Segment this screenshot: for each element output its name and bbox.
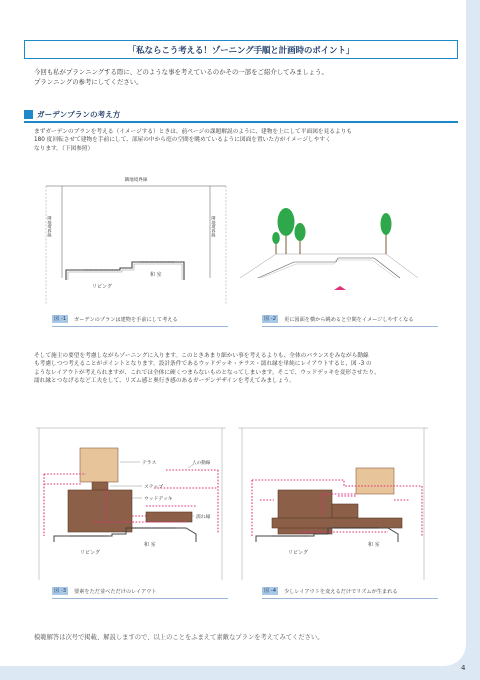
tree-4-icon bbox=[381, 213, 392, 235]
fig3-room-washitsu: 和 室 bbox=[144, 542, 156, 548]
caption-tag: 図 -1 bbox=[53, 316, 66, 322]
fig4-room-washitsu: 和 室 bbox=[368, 542, 380, 548]
caption-tag: 図 -3 bbox=[53, 588, 66, 594]
fig1-room-living: リビング bbox=[92, 284, 112, 290]
paragraph-line: 濡れ縁とつなげるなど工夫をして、リズム感と奥行き感のあるガーデンデザインを考えてみましょう。 bbox=[34, 378, 295, 385]
caption-fig1 bbox=[52, 314, 178, 324]
tree-3-icon bbox=[295, 223, 306, 241]
fig3-terrace-label: テラス bbox=[142, 461, 157, 466]
fig1-top-label: 隣地境界線 bbox=[124, 178, 148, 183]
caption-text: 更に図面を横から眺めると空間をイメージしやすくなる bbox=[284, 316, 414, 323]
figure-2 bbox=[236, 196, 422, 300]
paragraph-line: ようなレイアウトが考えられますが、これでは全体に硬くつまらないものとなってしまいます。そこで、ウッドデッキを変形させたり、 bbox=[34, 369, 380, 376]
intro-line: プランニングの参考にしてください。 bbox=[34, 77, 143, 86]
tree-1-icon bbox=[272, 232, 280, 244]
caption-tag: 図 -2 bbox=[263, 316, 276, 322]
figure-4 bbox=[238, 424, 428, 582]
figure-4-drawing bbox=[238, 424, 428, 582]
section-rule bbox=[24, 121, 458, 123]
veranda-block bbox=[272, 518, 402, 528]
section-marker-icon bbox=[24, 110, 33, 119]
caption-text: 少しレイアウトを変えるだけでリズムが生まれる bbox=[284, 588, 398, 595]
caption-rule bbox=[52, 598, 228, 599]
tree-2-icon bbox=[278, 208, 295, 236]
figure-1 bbox=[44, 176, 228, 306]
wood-deck-block bbox=[68, 490, 132, 532]
caption-rule bbox=[52, 326, 228, 327]
perspective-building-inner bbox=[261, 260, 396, 278]
fig4-room-living: リビング bbox=[288, 550, 308, 556]
veranda-block bbox=[146, 512, 192, 522]
footer-note: 模範解答は次号で掲載、解説しますので、以上のことをふまえて素敵なプランを考えてみてください。 bbox=[34, 634, 324, 641]
figure-1-drawing bbox=[44, 176, 228, 306]
paragraph-line: も考慮しつつ考えることがポイントとなります。設計条件であるウッドデッキ・テラス・濡れ縁を単純にレイアウトすると、図 -3 の bbox=[34, 361, 372, 368]
fig3-people-flow-label: 人の動線 bbox=[192, 461, 211, 466]
building-outline-inner bbox=[68, 264, 182, 280]
page-title: 「私ならこう考える！ゾーニング手順と計画時のポイント」 bbox=[24, 40, 458, 59]
paragraph-1 bbox=[34, 128, 454, 153]
caption-fig4 bbox=[262, 586, 398, 596]
page-number: 4 bbox=[461, 664, 466, 672]
intro-line: 今回も私がプランニングする際に、どのような事を考えているのかその一部をご紹介してみましょう。 bbox=[34, 68, 328, 76]
building-outline bbox=[66, 262, 184, 280]
paragraph-2 bbox=[34, 352, 454, 386]
fig1-right-label: 隣地境界線 bbox=[211, 216, 217, 237]
paragraph-line: そして施主の要望を考慮しながらゾーニングに入ります。このときあまり細かい事を考えるよりも、全体のバランスをみながら動線 bbox=[34, 353, 369, 359]
fig3-step-label: ステップ bbox=[144, 485, 164, 490]
paragraph-line: まずガーデンのプランを考える（イメージする）ときは、前ページの課題解説のように、建物を上にして平面図を見るよりも bbox=[34, 129, 353, 135]
fig3-veranda-label: 濡れ縁 bbox=[196, 515, 211, 520]
perspective-building bbox=[258, 258, 400, 278]
caption-text: ガーデンのプランは建物を手前にして考える bbox=[74, 316, 178, 323]
section-heading-text: ガーデンプランの考え方 bbox=[37, 110, 121, 119]
fig1-left-label: 隣地境界線 bbox=[47, 216, 53, 237]
caption-tag: 図 -4 bbox=[263, 588, 276, 594]
step-block bbox=[332, 504, 358, 518]
fig1-room-washitsu: 和 室 bbox=[150, 272, 162, 278]
paragraph-line: 180 度回転させて建物を手前にして、部屋の中から庭の空間を眺めているように図面を置いた方がイメージしやすく bbox=[34, 137, 331, 144]
caption-fig2 bbox=[262, 314, 414, 324]
terrace-block bbox=[356, 468, 394, 494]
figure-3 bbox=[36, 424, 226, 582]
caption-rule bbox=[262, 326, 438, 327]
terrace-block bbox=[80, 448, 118, 482]
section-heading bbox=[24, 108, 458, 122]
viewpoint-marker-icon bbox=[334, 286, 346, 290]
figure-2-drawing bbox=[236, 196, 422, 300]
caption-rule bbox=[262, 598, 438, 599]
fig3-wood-deck-label: ウッドデッキ bbox=[144, 497, 173, 502]
figure-3-drawing bbox=[36, 424, 226, 582]
paragraph-line: なります。（下図参照） bbox=[34, 145, 94, 152]
fig3-room-living: リビング bbox=[80, 550, 100, 556]
intro-text bbox=[34, 68, 454, 87]
caption-fig3 bbox=[52, 586, 157, 596]
caption-text: 要素をただ並べただけのレイアウト bbox=[74, 588, 157, 595]
